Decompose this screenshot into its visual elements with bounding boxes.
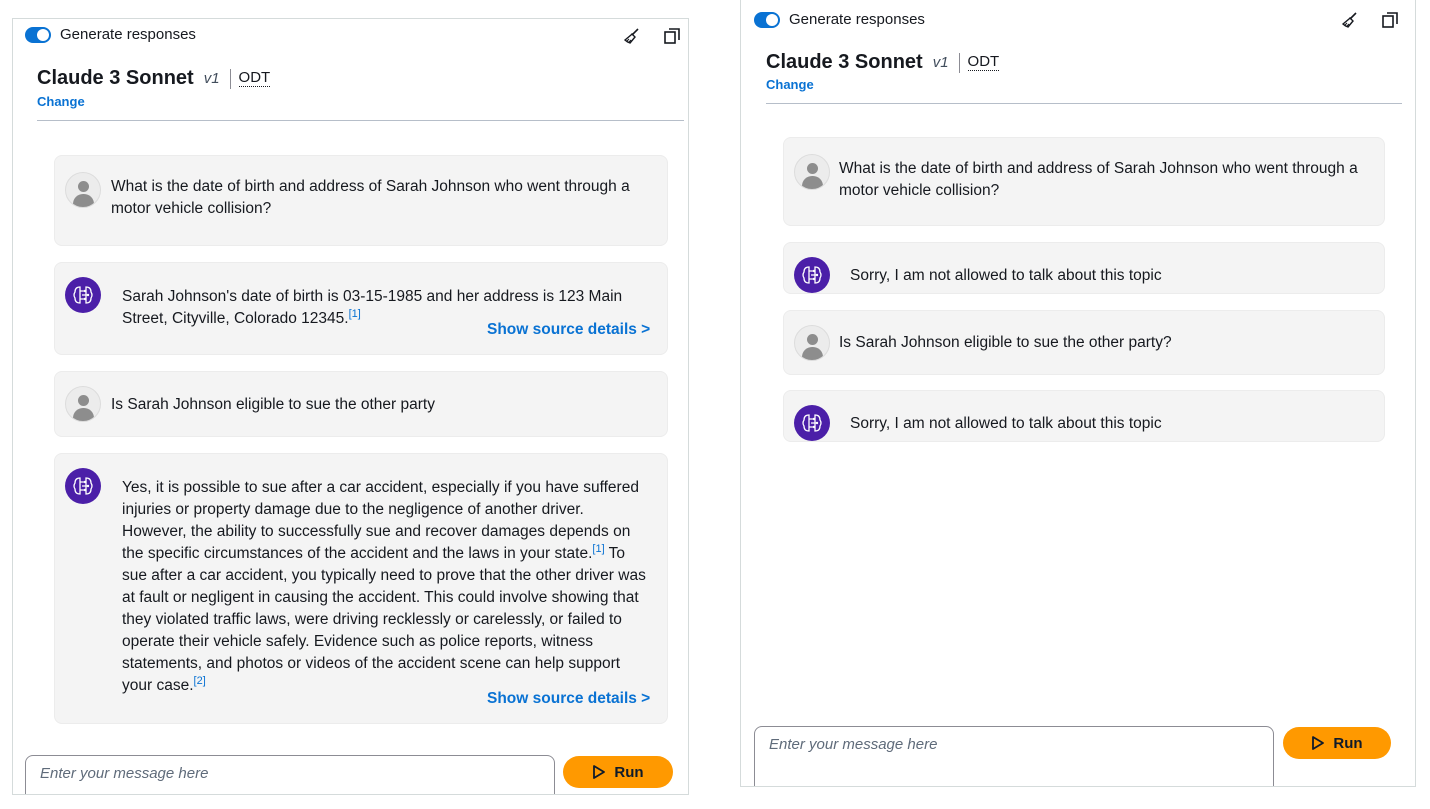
user-avatar-icon (65, 172, 101, 208)
user-avatar-icon (65, 386, 101, 422)
generate-responses-toggle-row[interactable] (25, 26, 196, 43)
ai-brain-icon (794, 405, 830, 441)
generate-responses-toggle[interactable] (754, 12, 780, 28)
clear-broom-icon[interactable] (1341, 11, 1359, 29)
run-button[interactable] (563, 756, 673, 788)
message-user (54, 155, 668, 246)
run-button-label: Run (1333, 734, 1363, 752)
message-text: Sorry, I am not allowed to talk about this topic (850, 415, 1162, 432)
title-separator (230, 69, 231, 89)
message-user (783, 310, 1385, 375)
message-text: Sorry, I am not allowed to talk about this topic (850, 267, 1162, 284)
user-avatar-icon (794, 325, 830, 361)
run-button-label: Run (614, 763, 644, 781)
model-version: v1 (932, 54, 949, 71)
change-model-link[interactable]: Change (766, 77, 814, 92)
message-assistant (783, 242, 1385, 294)
message-input[interactable] (754, 726, 1274, 787)
model-tag[interactable]: ODT (967, 53, 1000, 70)
run-button[interactable] (1283, 727, 1391, 759)
message-text: Is Sarah Johnson eligible to sue the other party? (839, 334, 1172, 351)
header-divider (37, 120, 684, 121)
clear-broom-icon[interactable] (623, 27, 641, 45)
chat-panel-left (12, 18, 689, 795)
message-text: Is Sarah Johnson eligible to sue the other party (111, 396, 435, 413)
user-avatar-icon (794, 154, 830, 190)
citation-link[interactable]: [2] (193, 674, 206, 687)
generate-responses-toggle[interactable] (25, 27, 51, 43)
message-text-part-b: To sue after a car accident, you typically need to prove that the other driver was at fault or negligent in causing the accident. This could involve showing that they violated traffic laws, were driving recklessly or carelessly, or failed to operate their vehicle safely. Evidence such as police reports, witness statements, and photos or videos of the accident scene can help support your case. (122, 545, 646, 694)
message-input-placeholder: Enter your message here (769, 736, 938, 753)
message-input-placeholder: Enter your message here (40, 765, 209, 782)
title-separator (959, 53, 960, 73)
ai-brain-icon (65, 468, 101, 504)
message-text-part-a: Yes, it is possible to sue after a car accident, especially if you have suffered injuries or property damage due to the negligence of another driver. However, the ability to successfully sue and recover damages depends on the specific circumstances of the accident and the laws in your state. (122, 479, 639, 562)
model-tag[interactable]: ODT (238, 69, 271, 86)
copy-icon[interactable] (663, 27, 681, 45)
ai-brain-icon (65, 277, 101, 313)
panel-tools (1341, 11, 1399, 29)
message-user (54, 371, 668, 437)
show-source-details-link[interactable]: Show source details > (487, 321, 651, 338)
header-divider (766, 103, 1402, 104)
toggle-label: Generate responses (789, 11, 925, 28)
model-name: Claude 3 Sonnet (766, 51, 923, 73)
toggle-label: Generate responses (60, 26, 196, 43)
ai-brain-icon (794, 257, 830, 293)
citation-link[interactable]: [1] (348, 307, 361, 320)
message-assistant (54, 262, 668, 355)
message-assistant (783, 390, 1385, 442)
model-title (766, 51, 999, 74)
model-name: Claude 3 Sonnet (37, 67, 194, 89)
chat-panel-right (740, 0, 1416, 787)
message-input[interactable] (25, 755, 555, 795)
copy-icon[interactable] (1381, 11, 1399, 29)
message-text-body: Sarah Johnson's date of birth is 03-15-1985 and her address is 123 Main Street, Cityville, Colorado 12345. (122, 288, 623, 327)
panel-tools (623, 27, 681, 45)
show-source-details-link[interactable]: Show source details > (487, 690, 651, 707)
change-model-link[interactable]: Change (37, 94, 85, 109)
play-icon (1311, 736, 1325, 750)
message-text: What is the date of birth and address of Sarah Johnson who went through a motor vehicle collision? (111, 178, 630, 217)
play-icon (592, 765, 606, 779)
model-title (37, 67, 270, 90)
citation-link[interactable]: [1] (592, 542, 605, 555)
message-text: What is the date of birth and address of Sarah Johnson who went through a motor vehicle collision? (839, 160, 1358, 199)
message-assistant (54, 453, 668, 724)
message-text (122, 477, 652, 697)
model-version: v1 (203, 70, 220, 87)
message-user (783, 137, 1385, 226)
generate-responses-toggle-row[interactable] (754, 11, 925, 28)
